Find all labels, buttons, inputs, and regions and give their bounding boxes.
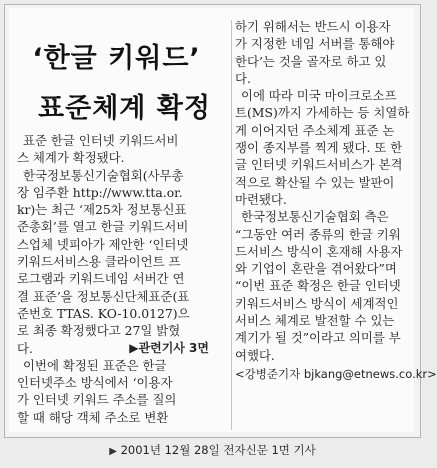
article-line: 결 표준’을 정보통신단체표준(표 (17, 288, 190, 304)
headline-line-2: 표준체계 확정 (38, 93, 211, 124)
article-line: 여했다. (235, 347, 275, 363)
article-line: “이번 표준 확정은 한글 인터넷 (235, 278, 401, 294)
article-line: 다. (17, 340, 33, 356)
headline-line-1: ‘한글 키워드’ (32, 43, 201, 74)
article-line: 드서비스 방식이 혼재해 사용자 (235, 243, 403, 259)
article-line: 가 인터넷 키워드 주소를 질의 (17, 392, 177, 408)
clipping-caption (0, 442, 425, 458)
article-line: 하기 위해서는 반드시 이용자 (235, 19, 391, 34)
article-line: 트(MS)까지 가세하는 등 치열하 (235, 105, 410, 121)
article-line: 계기가 될 것”이라고 의미를 부 (235, 330, 401, 346)
article-line: 이에 따라 미국 마이크로소프 (241, 88, 397, 104)
article-line: 장 임주환 http://www.tta.or. (17, 184, 183, 200)
article-left-column (17, 132, 217, 426)
related-article-ref: ▶관련기사 3면 (129, 340, 209, 355)
caption-arrow-icon: ▶ (109, 446, 117, 457)
article-line: 글 인터넷 키워드서비스가 본격 (235, 157, 403, 173)
article-line: 준총회’를 열고 한글 키워드서비 (17, 219, 189, 235)
article-line: 쟁이 종지부를 찍게 됐다. 또 한 (235, 140, 403, 156)
article-line: 한다’는 것을 골자로 하고 있 (235, 53, 387, 69)
article-line: 인터넷주소 방식에서 ‘이용자 (17, 375, 173, 391)
article-right-column (235, 18, 437, 383)
article-line: 로그램과 키워드네임 서버간 연 (17, 271, 185, 287)
article-line: 로 최종 확정했다고 27일 밝혔 (17, 323, 181, 339)
article-line: 키워드서비스용 클라이언트 프 (17, 254, 181, 270)
article-line: 적으로 확산될 수 있는 발판이 (235, 174, 395, 190)
byline: <강병준기자 bjkang@etnews.co.kr> (235, 366, 437, 381)
article-line: 한국정보통신기술협회(사무총 (23, 167, 184, 183)
article-line: 한국정보통신기술협회 측은 (241, 209, 389, 225)
article-line: 할 때 해당 객체 주소로 변환 (17, 409, 169, 425)
article-line: 게 이어지던 주소체계 표준 논 (235, 122, 395, 138)
article-line: 서비스 체계로 발전할 수 있는 (235, 313, 395, 329)
column-divider (231, 20, 232, 430)
article-line: kr)는 최근 ‘제25차 정보통신표 (17, 202, 187, 218)
article-line: 마련됐다. (235, 191, 287, 207)
newspaper-clipping (9, 8, 437, 432)
article-line: 준번호 TTAS. KO-10.0127)으 (17, 305, 190, 321)
caption-text: 2001년 12월 28일 전자신문 1면 기사 (120, 443, 316, 457)
article-line: 다. (235, 70, 251, 86)
article-line: “그동안 여러 종류의 한글 키워 (235, 226, 401, 242)
article-line: 가 지정한 네임 서버를 통해야 (235, 36, 395, 52)
article-line: 이번에 확정된 표준은 한글 (23, 357, 167, 373)
article-line: 표준 한글 인터넷 키워드서비 (23, 133, 179, 148)
article-line: 와 기업이 혼란을 겪어왔다”며 (235, 261, 397, 277)
article-line: 키워드서비스 방식이 세계적인 (235, 295, 399, 311)
article-line: 스 체계가 확정됐다. (17, 150, 125, 166)
article-line: 스업체 넷피아가 제안한 ‘인터넷 (17, 236, 189, 252)
